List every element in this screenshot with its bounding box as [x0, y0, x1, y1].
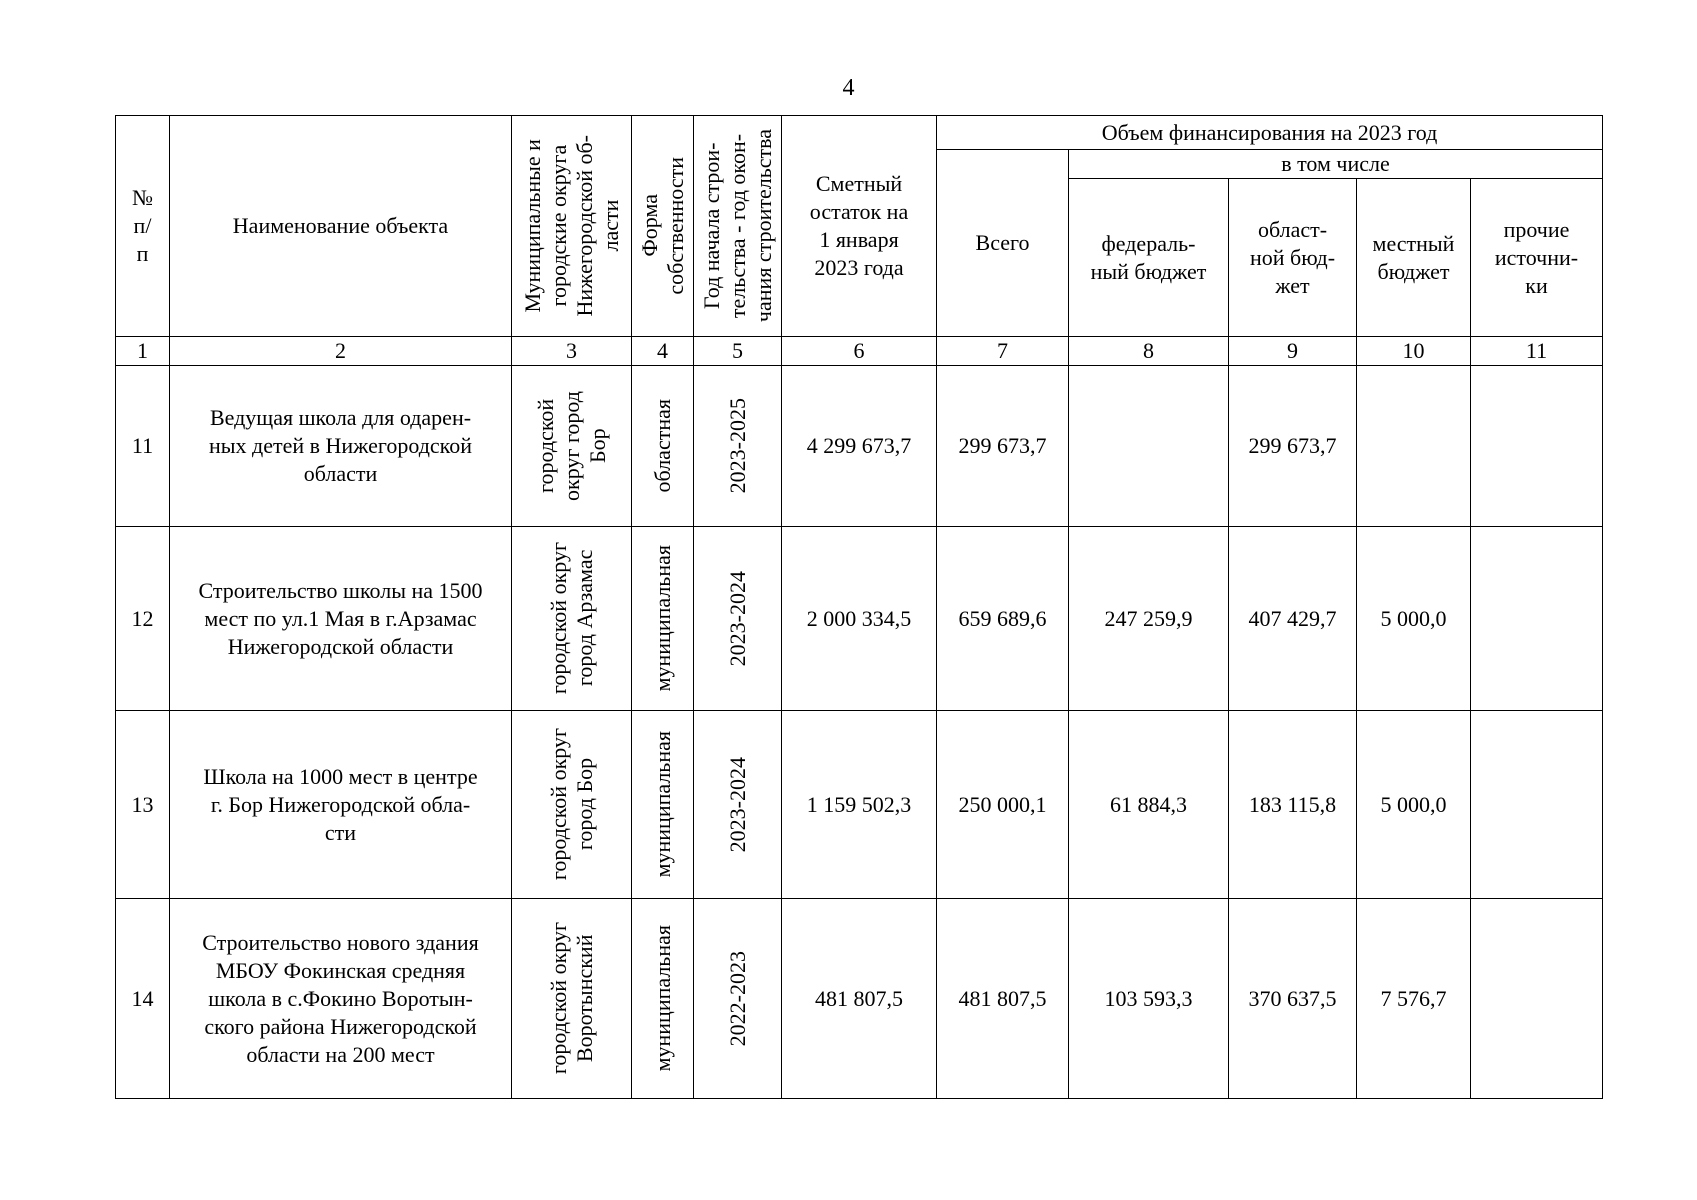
district-cell — [512, 899, 632, 1099]
local-budget: 5 000,0 — [1357, 527, 1471, 711]
ownership: муниципальная — [649, 731, 675, 878]
column-number: 7 — [937, 337, 1069, 366]
other-sources — [1471, 527, 1603, 711]
regional-budget: 370 637,5 — [1229, 899, 1357, 1099]
object-name: Ведущая школа для одарен- ных детей в Нижегородской области — [170, 366, 512, 527]
years-cell — [694, 527, 782, 711]
header-object-name: Наименование объекта — [170, 116, 512, 337]
object-name: Школа на 1000 мест в центре г. Бор Нижегородской обла- сти — [170, 711, 512, 899]
column-number: 5 — [694, 337, 782, 366]
district-cell — [512, 527, 632, 711]
years: 2023-2024 — [724, 570, 750, 667]
district: городской округ Воротынский — [545, 922, 597, 1075]
table-row — [116, 366, 1603, 527]
district: городской округ город Бор — [545, 728, 597, 881]
page-number: 4 — [842, 75, 855, 101]
column-number: 1 — [116, 337, 170, 366]
district-cell — [512, 366, 632, 527]
object-name: Строительство нового здания МБОУ Фокинская средняя школа в с.Фокино Воротын- ского района Нижегородской области на 200 мест — [170, 899, 512, 1099]
row-number: 12 — [116, 527, 170, 711]
ownership: муниципальная — [649, 925, 675, 1072]
other-sources — [1471, 899, 1603, 1099]
years: 2022-2023 — [724, 950, 750, 1047]
regional-budget: 183 115,8 — [1229, 711, 1357, 899]
header-years: Год начала строи- тельства - год окон- чания строительства — [694, 116, 782, 337]
column-number: 8 — [1069, 337, 1229, 366]
column-number: 9 — [1229, 337, 1357, 366]
balance: 1 159 502,3 — [782, 711, 937, 899]
federal-budget: 247 259,9 — [1069, 527, 1229, 711]
header-including: в том числе — [1069, 150, 1603, 179]
column-number: 2 — [170, 337, 512, 366]
total: 481 807,5 — [937, 899, 1069, 1099]
ownership: областная — [649, 399, 675, 493]
header-financing: Объем финансирования на 2023 год — [937, 116, 1603, 150]
balance: 481 807,5 — [782, 899, 937, 1099]
object-name: Строительство школы на 1500 мест по ул.1 Мая в г.Арзамас Нижегородской области — [170, 527, 512, 711]
regional-budget: 407 429,7 — [1229, 527, 1357, 711]
column-number: 4 — [632, 337, 694, 366]
header-district: Муниципальные и городские округа Нижегородской об- ласти — [512, 116, 632, 337]
header-total: Всего — [937, 150, 1069, 337]
row-number: 14 — [116, 899, 170, 1099]
years-cell — [694, 899, 782, 1099]
financing-table — [115, 115, 1603, 1099]
ownership-cell — [632, 711, 694, 899]
table-row — [116, 711, 1603, 899]
row-number: 11 — [116, 366, 170, 527]
years-cell — [694, 366, 782, 527]
regional-budget: 299 673,7 — [1229, 366, 1357, 527]
years: 2023-2024 — [724, 756, 750, 853]
local-budget: 7 576,7 — [1357, 899, 1471, 1099]
row-number: 13 — [116, 711, 170, 899]
header-federal: федераль- ный бюджет — [1069, 179, 1229, 337]
column-number: 11 — [1471, 337, 1603, 366]
header-other: прочие источни- ки — [1471, 179, 1603, 337]
column-number: 10 — [1357, 337, 1471, 366]
balance: 4 299 673,7 — [782, 366, 937, 527]
table-row — [116, 527, 1603, 711]
column-number-row — [116, 337, 1603, 366]
federal-budget: 61 884,3 — [1069, 711, 1229, 899]
ownership-cell — [632, 527, 694, 711]
balance: 2 000 334,5 — [782, 527, 937, 711]
column-number: 3 — [512, 337, 632, 366]
total: 250 000,1 — [937, 711, 1069, 899]
district: городской округ город Бор — [532, 391, 610, 501]
local-budget: 5 000,0 — [1357, 711, 1471, 899]
total: 299 673,7 — [937, 366, 1069, 527]
ownership-cell — [632, 899, 694, 1099]
table-row — [116, 899, 1603, 1099]
total: 659 689,6 — [937, 527, 1069, 711]
federal-budget — [1069, 366, 1229, 527]
ownership-cell — [632, 366, 694, 527]
federal-budget: 103 593,3 — [1069, 899, 1229, 1099]
other-sources — [1471, 366, 1603, 527]
years: 2023-2025 — [724, 398, 750, 494]
ownership: муниципальная — [649, 545, 675, 692]
other-sources — [1471, 711, 1603, 899]
column-number: 6 — [782, 337, 937, 366]
header-local: местный бюджет — [1357, 179, 1471, 337]
header-number: № п/ п — [116, 116, 170, 337]
header-regional: област- ной бюд- жет — [1229, 179, 1357, 337]
header-balance: Сметный остаток на 1 января 2023 года — [782, 116, 937, 337]
years-cell — [694, 711, 782, 899]
district: городской округ город Арзамас — [545, 542, 597, 695]
local-budget — [1357, 366, 1471, 527]
header-ownership: Форма собственности — [632, 116, 694, 337]
district-cell — [512, 711, 632, 899]
